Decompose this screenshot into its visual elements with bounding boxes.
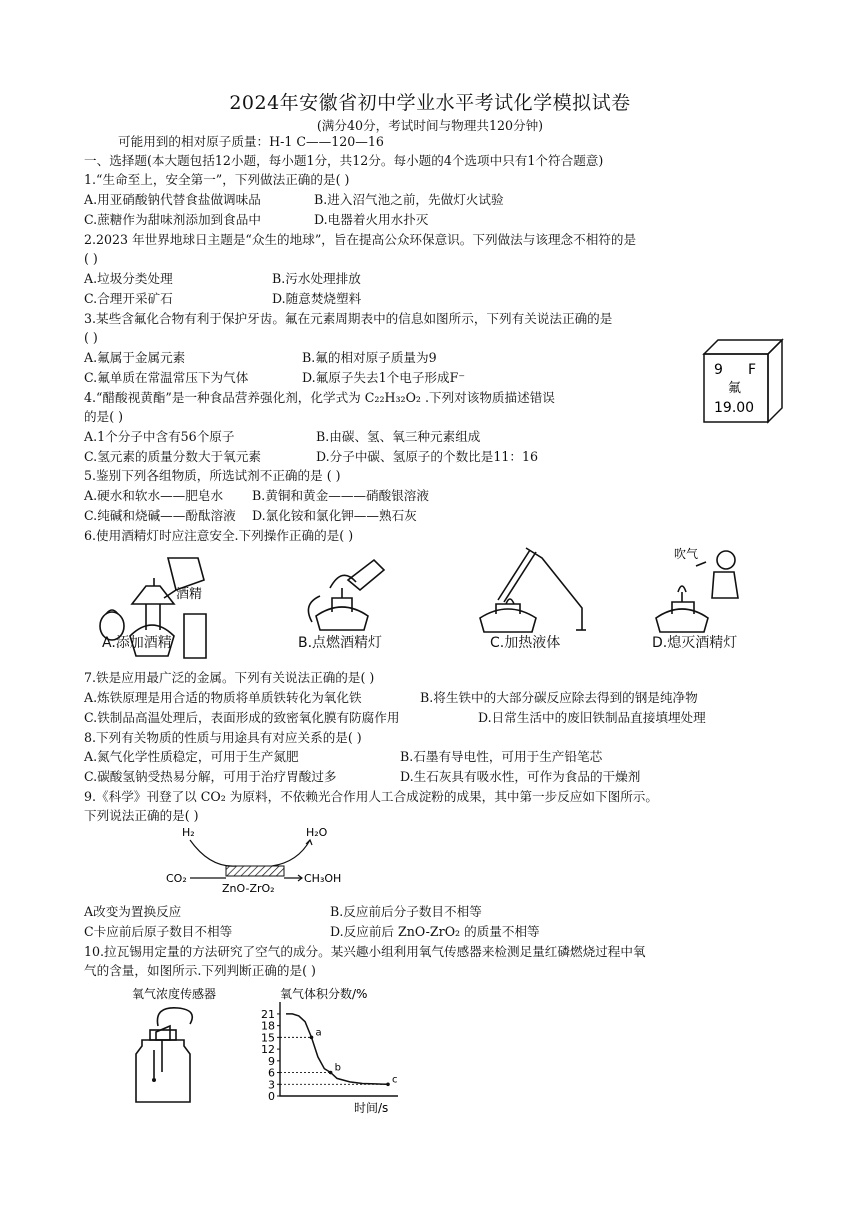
section-heading: 一、选择题(本大题包括12小题，每小题1分，共12分。每小题的4个选项中只有1个符合题意) (84, 153, 604, 168)
q1-stem: 1.“生命至上，安全第一”，下列做法正确的是( ) (84, 172, 350, 187)
atomic-mass-line: 可能用到的相对原子质量：H-1 C——120—16 (118, 134, 384, 149)
element-mass: 19.00 (714, 400, 755, 416)
element-number: 9 (714, 362, 723, 378)
point-label-b: b (334, 1062, 341, 1074)
q9-option-c: C卡应前后原子数目不相等 (84, 924, 233, 939)
q7-stem: 7.铁是应用最广泛的金属。下列有关说法正确的是( ) (84, 670, 375, 685)
y-tick-label: 12 (261, 1043, 275, 1057)
blow-label: 吹气 (674, 547, 699, 561)
q3-option-d: D.氟原子失去1个电子形成F⁻ (302, 370, 465, 385)
y-tick-label: 9 (268, 1054, 275, 1068)
point-b (329, 1071, 333, 1075)
q4-option-d: D.分子中碳、氢原子的个数比是11：16 (316, 449, 539, 464)
exam-title: 2024年安徽省初中学业水平考试化学模拟试卷 (229, 92, 631, 114)
q1-option-a: A.用亚硝酸钠代替食盐做调味品 (84, 192, 261, 207)
q4-option-a: A.1个分子中含有56个原子 (84, 429, 235, 444)
element-symbol: F (748, 362, 757, 378)
heat-liquid-illustration (476, 538, 596, 636)
q10-stem: 10.拉瓦锡用定量的方法研究了空气的成分。某兴趣小组利用氧气传感器来检测足量红磷燃烧过程中氧 (84, 944, 646, 959)
h2-label: H₂ (182, 826, 195, 839)
q7-option-a: A.炼铁原理是用合适的物质将单质铁转化为氧化铁 (84, 690, 362, 705)
catalyst-label: ZnO-ZrO₂ (222, 882, 275, 894)
oxygen-series-line (286, 1014, 388, 1084)
q3-option-c: C.氟单质在常温常压下为气体 (84, 370, 249, 385)
q9-option-d: D.反应前后 ZnO-ZrO₂ 的质量不相等 (330, 924, 540, 939)
q9-stem: 9.《科学》刊登了以 CO₂ 为原料，不依赖光合作用人工合成淀粉的成果，其中第一步反应如下图所示。 (84, 789, 658, 804)
q7-option-b: B.将生铁中的大部分碳反应除去得到的钢是纯净物 (420, 690, 698, 705)
y-tick-label: 18 (261, 1019, 275, 1033)
point-a (310, 1036, 314, 1040)
q10-stem-cont: 气的含量，如图所示.下列判断正确的是( ) (84, 963, 316, 978)
sensor-label: 氧气浓度传感器 (132, 987, 217, 1001)
q4-option-c: C.氢元素的质量分数大于氧元素 (84, 449, 261, 464)
q2-option-c: C.合理开采矿石 (84, 291, 173, 306)
light-lamp-illustration (292, 552, 392, 636)
point-label-c: c (392, 1074, 398, 1086)
point-label-a: a (315, 1027, 322, 1039)
q5-option-a: A.硬水和软水——肥皂水 (84, 488, 224, 503)
h2o-label: H₂O (306, 826, 328, 839)
q8-option-a: A.氮气化学性质稳定，可用于生产氮肥 (84, 749, 299, 764)
q6-caption-a: A.添加酒精 (102, 635, 172, 651)
q6-caption-c: C.加热液体 (490, 635, 561, 651)
y-tick-label: 0 (268, 1090, 275, 1103)
y-tick-label: 6 (268, 1066, 275, 1080)
q3-option-a: A.氟属于金属元素 (84, 350, 186, 365)
q8-option-b: B.石墨有导电性，可用于生产铅笔芯 (400, 749, 603, 764)
q3-option-b: B.氟的相对原子质量为9 (302, 350, 437, 365)
q3-paren: ( ) (84, 330, 98, 345)
q6-caption-b: B.点燃酒精灯 (298, 635, 383, 651)
chart-xlabel: 时间/s (354, 1101, 389, 1115)
ch3oh-label: CH₃OH (304, 872, 342, 885)
q9-stem-cont: 下列说法正确的是( ) (84, 808, 199, 823)
q6-caption-d: D.熄灭酒精灯 (652, 635, 738, 651)
q6-stem: 6.使用酒精灯时应注意安全.下列操作正确的是( ) (84, 528, 354, 543)
fluorine-element-cell (700, 336, 786, 426)
q2-option-d: D.随意焚烧塑料 (272, 291, 362, 306)
q8-stem: 8.下列有关物质的性质与用途具有对应关系的是( ) (84, 730, 362, 745)
q4-stem: 4.“醋酸视黄酯”是一种食品营养强化剂，化学式为 C₂₂H₃₂O₂ .下列对该物质描述错误 (84, 390, 555, 405)
q7-option-c: C.铁制品高温处理后，表面形成的致密氧化膜有防腐作用 (84, 710, 400, 725)
q5-option-c: C.纯碱和烧碱——酚酞溶液 (84, 508, 236, 523)
reaction-diagram (160, 822, 370, 894)
q8-option-d: D.生石灰具有吸水性，可作为食品的干燥剂 (400, 769, 641, 784)
q4-stem-cont: 的是( ) (84, 409, 124, 424)
q5-stem: 5.鉴别下列各组物质，所选试剂不正确的是 ( ) (84, 468, 341, 483)
oxygen-sensor-apparatus (128, 984, 248, 1108)
oxygen-chart (258, 984, 418, 1116)
q4-option-b: B.由碳、氢、氧三种元素组成 (316, 429, 481, 444)
exam-subtitle: (满分40分，考试时间与物理共120分钟) (316, 118, 544, 133)
q5-option-d: D.氯化铵和氯化钾——熟石灰 (252, 508, 417, 523)
y-tick-label: 15 (261, 1031, 275, 1045)
q1-option-b: B.进入沼气池之前，先做灯火试验 (314, 192, 504, 207)
q9-option-b: B.反应前后分子数目不相等 (330, 904, 482, 919)
co2-label: CO₂ (166, 872, 187, 885)
chart-ylabel: 氧气体积分数/% (280, 987, 368, 1001)
q9-option-a: A改变为置换反应 (84, 904, 182, 919)
q1-option-c: C.蔗糖作为甜味剂添加到食品中 (84, 212, 261, 227)
q8-option-c: C.碳酸氢钠受热易分解，可用于治疗胃酸过多 (84, 769, 337, 784)
q2-paren: ( ) (84, 251, 98, 266)
q5-option-b: B.黄铜和黄金———硝酸银溶液 (252, 488, 429, 503)
q2-option-a: A.垃圾分类处理 (84, 271, 173, 286)
q3-stem: 3.某些含氟化合物有利于保护牙齿。氟在元素周期表中的信息如图所示，下列有关说法正确的是 (84, 311, 613, 326)
y-tick-label: 21 (261, 1007, 275, 1021)
q2-stem: 2.2023 年世界地球日主题是“众生的地球”，旨在提高公众环保意识。下列做法与该理念不相符的是 (84, 232, 637, 247)
q2-option-b: B.污水处理排放 (272, 271, 361, 286)
element-name: 氟 (728, 381, 742, 396)
point-c (386, 1082, 390, 1086)
q7-option-d: D.日常生活中的废旧铁制品直接填埋处理 (478, 710, 706, 725)
alcohol-label: 酒精 (176, 587, 203, 602)
extinguish-lamp-illustration (646, 538, 756, 636)
q1-option-d: D.电器着火用水扑灭 (314, 212, 429, 227)
y-tick-label: 3 (268, 1078, 275, 1092)
